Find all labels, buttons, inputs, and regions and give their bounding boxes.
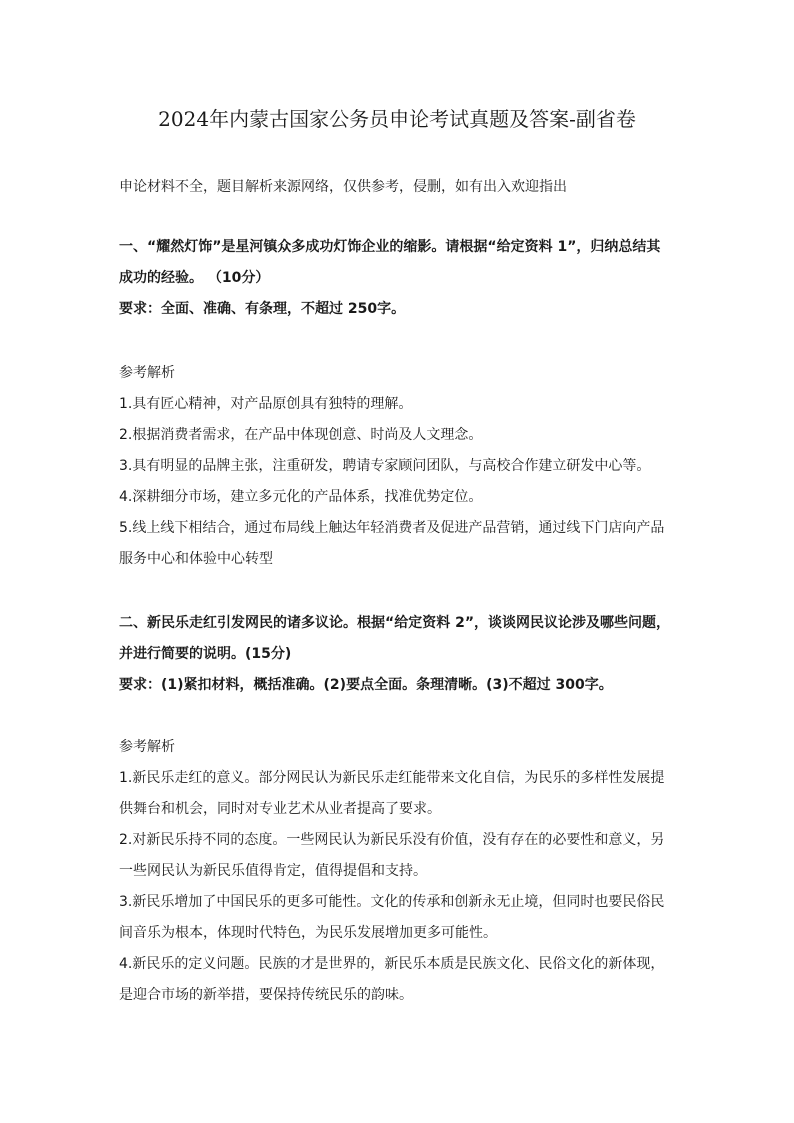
document-title: 2024年内蒙古国家公务员申论考试真题及答案-副省卷 — [158, 107, 636, 131]
q2-answer-3: 3.新民乐增加了中国民乐的更多可能性。文化的传承和创新永无止境，但同时也要民俗民 — [119, 894, 665, 910]
q1-question-line-1: 一、“耀然灯饰”是星河镇众多成功灯饰企业的缩影。请根据“给定资料 1”，归纳总结其 — [119, 239, 661, 255]
q1-answer-5-cont: 服务中心和体验中心转型 — [119, 551, 273, 567]
q2-question-line-1: 二、新民乐走红引发网民的诸多议论。根据“给定资料 2”，谈谈网民议论涉及哪些问题， — [119, 615, 671, 631]
q2-answer-2: 2.对新民乐持不同的态度。一些网民认为新民乐没有价值，没有存在的必要性和意义，另 — [119, 832, 665, 848]
q2-answer-4: 4.新民乐的定义问题。民族的才是世界的，新民乐本质是民族文化、民俗文化的新体现， — [119, 956, 665, 972]
q1-answer-3: 3.具有明显的品牌主张，注重研发，聘请专家顾问团队，与高校合作建立研发中心等。 — [119, 458, 651, 474]
q1-analysis-label: 参考解析 — [119, 365, 175, 381]
q1-answer-5: 5.线上线下相结合，通过布局线上触达年轻消费者及促进产品营销，通过线下门店向产品 — [119, 520, 665, 536]
q1-requirement: 要求：全面、准确、有条理，不超过 250字。 — [119, 301, 406, 317]
q1-answer-4: 4.深耕细分市场，建立多元化的产品体系，找准优势定位。 — [119, 489, 483, 505]
q2-requirement: 要求：(1)紧扣材料，概括准确。(2)要点全面。条理清晰。(3)不超过 300字。 — [119, 677, 613, 693]
q2-answer-1: 1.新民乐走红的意义。部分网民认为新民乐走红能带来文化自信，为民乐的多样性发展提 — [119, 770, 665, 786]
q1-answer-1: 1.具有匠心精神，对产品原创具有独特的理解。 — [119, 396, 413, 412]
q2-answer-4-cont: 是迎合市场的新举措，要保持传统民乐的韵味。 — [119, 987, 413, 1003]
q2-answer-2-cont: 一些网民认为新民乐值得肯定，值得提倡和支持。 — [119, 863, 427, 879]
intro-note: 申论材料不全，题目解析来源网络，仅供参考，侵删，如有出入欢迎指出 — [119, 179, 567, 195]
q2-question-line-2: 并进行简要的说明。(15分) — [119, 646, 292, 662]
q2-answer-1-cont: 供舞台和机会，同时对专业艺术从业者提高了要求。 — [119, 801, 441, 817]
q2-answer-3-cont: 间音乐为根本，体现时代特色，为民乐发展增加更多可能性。 — [119, 925, 497, 941]
q2-analysis-label: 参考解析 — [119, 739, 175, 755]
q1-question-line-2: 成功的经验。 （10分） — [119, 270, 270, 286]
q1-answer-2: 2.根据消费者需求，在产品中体现创意、时尚及人文理念。 — [119, 427, 483, 443]
